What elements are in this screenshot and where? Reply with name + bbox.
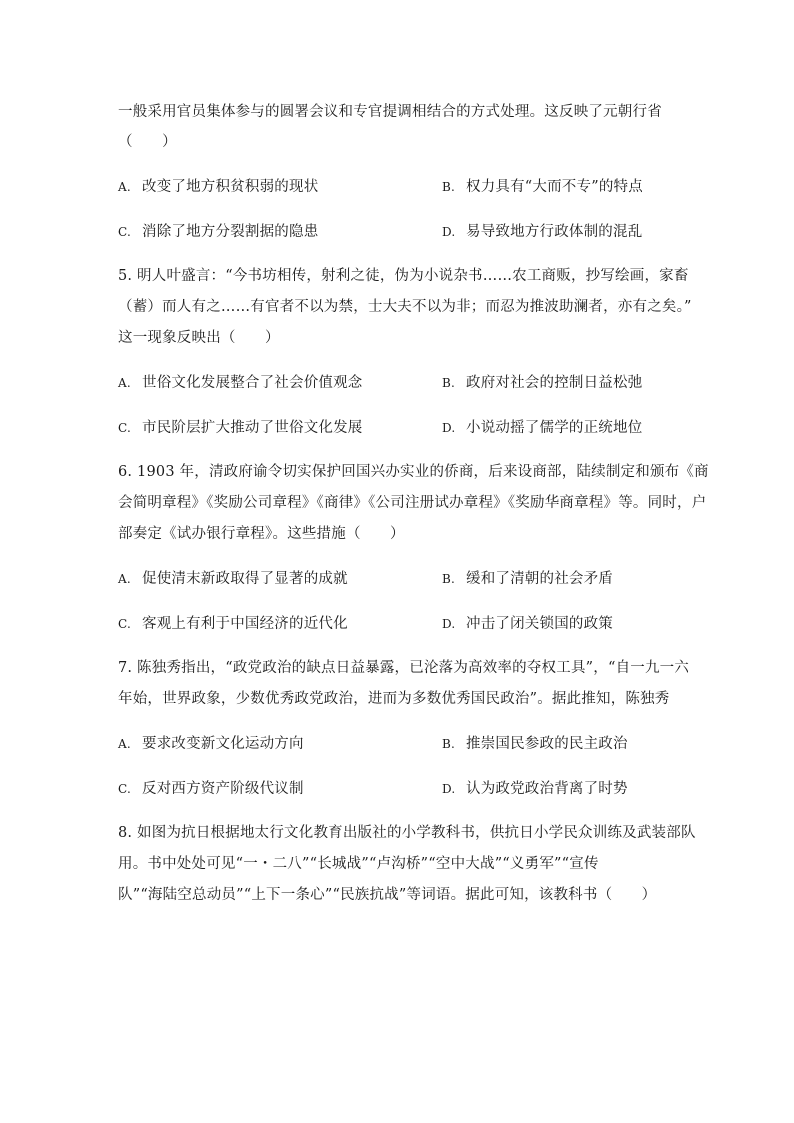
q5-option-a[interactable] [118, 373, 363, 393]
q5-option-c[interactable] [118, 418, 363, 438]
q6-option-c[interactable] [118, 614, 348, 634]
option-letter: A. [118, 180, 131, 194]
q4-option-b[interactable] [442, 177, 643, 197]
option-text: 冲击了闭关锁国的政策 [466, 616, 613, 632]
q4-stem-line1: 一般采用官员集体参与的圆署会议和专官提调相结合的方式处理。这反映了元朝行省 [118, 104, 662, 120]
q5-stem-line2: （蓄）而人有之……有官者不以为禁，士大夫不以为非；而忍为推波助澜者，亦有之矣。” [118, 299, 692, 315]
option-letter: D. [442, 421, 456, 435]
option-letter: A. [118, 572, 131, 586]
option-text: 客观上有利于中国经济的近代化 [142, 616, 348, 632]
q6-option-a[interactable] [118, 569, 348, 589]
q7-option-a[interactable] [118, 734, 304, 754]
q8-stem-line2: 用。书中处处可见“一・二八”“长城战”“卢沟桥”“空中大战”“义勇军”“宣传 [118, 856, 599, 872]
option-letter: A. [118, 376, 131, 390]
option-letter: B. [442, 737, 456, 751]
q4-option-d[interactable] [442, 222, 642, 242]
q7-option-c[interactable] [118, 779, 304, 799]
q7-option-d[interactable] [442, 779, 628, 799]
option-letter: C. [118, 782, 131, 796]
option-letter: B. [442, 572, 456, 586]
option-letter: D. [442, 225, 456, 239]
option-text: 认为政党政治背离了时势 [466, 781, 628, 797]
option-letter: B. [442, 180, 456, 194]
q4-option-a[interactable] [118, 177, 318, 197]
q7-option-b[interactable] [442, 734, 628, 754]
option-text: 易导致地方行政体制的混乱 [466, 224, 643, 240]
option-letter: D. [442, 617, 456, 631]
option-text: 推崇国民参政的民主政治 [466, 736, 628, 752]
q4-option-c[interactable] [118, 222, 318, 242]
option-letter: C. [118, 225, 131, 239]
option-text: 要求改变新文化运动方向 [142, 736, 304, 752]
q5-stem-line1: 5. 明人叶盛言：“今书坊相传，射利之徒，伪为小说杂书……农工商贩，抄写绘画，家畜 [118, 268, 689, 284]
q5-stem-line3: 这一现象反映出（ ） [118, 330, 280, 346]
option-text: 小说动摇了儒学的正统地位 [466, 420, 643, 436]
option-letter: B. [442, 376, 456, 390]
option-letter: C. [118, 421, 131, 435]
option-text: 反对西方资产阶级代议制 [142, 781, 304, 797]
option-letter: A. [118, 737, 131, 751]
q5-option-d[interactable] [442, 418, 642, 438]
q6-stem-line2: 会简明章程》《奖励公司章程》《商律》《公司注册试办章程》《奖励华商章程》等。同时，户 [118, 495, 707, 511]
option-text: 改变了地方积贫积弱的现状 [142, 179, 319, 195]
q7-stem-line1: 7. 陈独秀指出，“政党政治的缺点日益暴露，已沦落为高效率的夺权工具”，“自一九一六 [118, 660, 690, 676]
option-text: 消除了地方分裂割据的隐患 [142, 224, 319, 240]
option-text: 权力具有“大而不专”的特点 [466, 179, 643, 195]
q7-stem-line2: 年始，世界政象，少数优秀政党政治，进而为多数优秀国民政治”。据此推知，陈独秀 [118, 691, 670, 707]
q5-option-b[interactable] [442, 373, 642, 393]
option-letter: D. [442, 782, 456, 796]
option-text: 缓和了清朝的社会矛盾 [466, 571, 613, 587]
q6-stem-line1: 6. 1903 年，清政府谕令切实保护回国兴办实业的侨商，后来设商部，陆续制定和颁布《商 [118, 464, 709, 480]
option-letter: C. [118, 617, 131, 631]
option-text: 市民阶层扩大推动了世俗文化发展 [142, 420, 363, 436]
option-text: 政府对社会的控制日益松弛 [466, 375, 643, 391]
q6-stem-line3: 部奏定《试办银行章程》。这些措施（ ） [118, 526, 405, 542]
q6-option-b[interactable] [442, 569, 613, 589]
option-text: 世俗文化发展整合了社会价值观念 [142, 375, 363, 391]
q8-stem-line3: 队”“海陆空总动员”“上下一条心”“民族抗战”等词语。据此可知，该教科书（ ） [118, 887, 657, 903]
q4-stem-line2: （ ） [118, 134, 177, 150]
q6-option-d[interactable] [442, 614, 613, 634]
option-text: 促使清末新政取得了显著的成就 [142, 571, 348, 587]
q8-stem-line1: 8. 如图为抗日根据地太行文化教育出版社的小学教科书，供抗日小学民众训练及武装部队 [118, 825, 696, 841]
